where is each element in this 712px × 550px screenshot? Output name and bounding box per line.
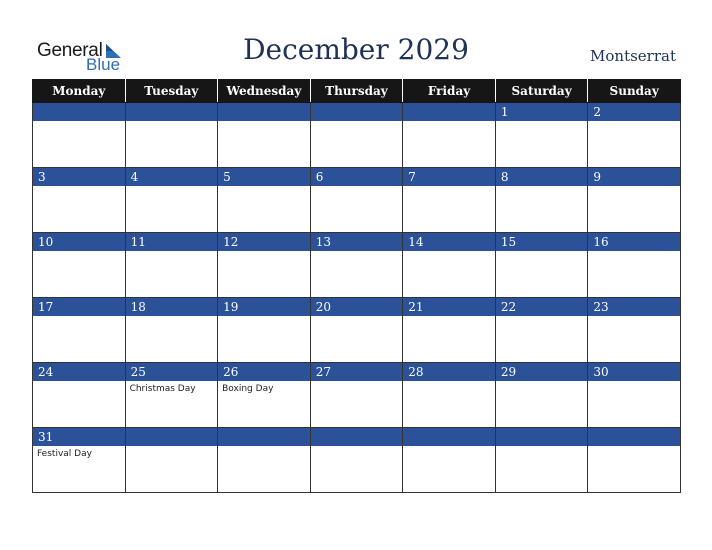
week-row	[33, 428, 681, 493]
day-cell	[495, 168, 588, 233]
day-number	[33, 103, 125, 122]
week-row	[33, 168, 681, 233]
day-number: 23	[588, 298, 680, 317]
weekday-header: Thursday	[310, 80, 403, 103]
holiday-label: Boxing Day	[222, 384, 274, 394]
day-number	[588, 428, 680, 447]
day-cell	[33, 233, 126, 298]
day-cell	[125, 103, 218, 168]
calendar-grid	[32, 79, 681, 493]
weekday-header: Sunday	[588, 80, 681, 103]
day-cell	[33, 103, 126, 168]
day-number: 28	[403, 363, 495, 382]
day-cell	[495, 103, 588, 168]
day-number: 1	[496, 103, 588, 122]
day-number: 14	[403, 233, 495, 252]
week-row	[33, 298, 681, 363]
day-number: 2	[588, 103, 680, 122]
holiday-label	[496, 122, 588, 124]
logo-text-blue: Blue	[86, 55, 121, 74]
holiday-label	[126, 317, 218, 319]
holiday-label	[588, 317, 680, 319]
day-cell	[125, 298, 218, 363]
holiday-label	[403, 317, 495, 319]
holiday-label	[218, 252, 310, 254]
holiday-label	[126, 447, 218, 449]
day-number: 6	[311, 168, 403, 187]
day-cell	[310, 168, 403, 233]
day-cell	[310, 233, 403, 298]
day-number: 12	[218, 233, 310, 252]
logo-text-general: General	[37, 40, 103, 61]
holiday-label: Christmas Day	[129, 384, 196, 394]
day-cell	[218, 233, 311, 298]
holiday-label	[126, 252, 218, 254]
day-number: 31	[33, 428, 125, 447]
country-label: Montserrat	[590, 47, 676, 65]
day-cell	[218, 298, 311, 363]
holiday-label	[403, 382, 495, 384]
week-row	[33, 103, 681, 168]
day-cell	[33, 298, 126, 363]
day-number: 22	[496, 298, 588, 317]
day-number	[496, 428, 588, 447]
holiday-label	[311, 317, 403, 319]
day-number	[311, 103, 403, 122]
day-number: 10	[33, 233, 125, 252]
holiday-label	[218, 447, 310, 449]
day-number: 29	[496, 363, 588, 382]
holiday-label	[218, 122, 310, 124]
day-cell	[125, 168, 218, 233]
holiday-label	[126, 187, 218, 189]
holiday-label	[33, 187, 125, 189]
day-number	[311, 428, 403, 447]
holiday-label	[588, 187, 680, 189]
day-cell	[218, 168, 311, 233]
day-number: 5	[218, 168, 310, 187]
day-cell	[403, 298, 496, 363]
holiday-label	[496, 382, 588, 384]
day-number	[403, 428, 495, 447]
day-number: 25	[126, 363, 218, 382]
day-number: 19	[218, 298, 310, 317]
day-cell	[310, 428, 403, 493]
day-number: 30	[588, 363, 680, 382]
day-number: 15	[496, 233, 588, 252]
holiday-label	[403, 252, 495, 254]
day-cell	[218, 363, 311, 428]
day-number: 18	[126, 298, 218, 317]
day-cell	[588, 103, 681, 168]
day-number: 4	[126, 168, 218, 187]
holiday-label	[218, 187, 310, 189]
day-cell	[495, 363, 588, 428]
day-cell	[403, 428, 496, 493]
holiday-label	[218, 317, 310, 319]
holiday-label	[403, 122, 495, 124]
day-cell	[588, 428, 681, 493]
holiday-label	[403, 187, 495, 189]
day-number: 17	[33, 298, 125, 317]
holiday-label	[33, 382, 125, 384]
day-cell	[33, 428, 126, 493]
weekday-header: Saturday	[495, 80, 588, 103]
week-row	[33, 233, 681, 298]
day-number	[403, 103, 495, 122]
day-number: 20	[311, 298, 403, 317]
day-number: 26	[218, 363, 310, 382]
day-cell	[495, 233, 588, 298]
day-cell	[495, 298, 588, 363]
day-cell	[403, 363, 496, 428]
holiday-label	[496, 447, 588, 449]
day-number: 9	[588, 168, 680, 187]
holiday-label	[33, 317, 125, 319]
day-cell	[125, 428, 218, 493]
holiday-label	[588, 382, 680, 384]
week-row	[33, 363, 681, 428]
holiday-label	[311, 447, 403, 449]
day-cell	[218, 103, 311, 168]
day-cell	[218, 428, 311, 493]
day-number	[126, 428, 218, 447]
day-cell	[33, 363, 126, 428]
weekday-header: Tuesday	[125, 80, 218, 103]
holiday-label: Festival Day	[37, 449, 92, 459]
holiday-label	[33, 122, 125, 124]
weekday-header: Friday	[403, 80, 496, 103]
day-number: 7	[403, 168, 495, 187]
day-cell	[588, 233, 681, 298]
day-number: 3	[33, 168, 125, 187]
day-cell	[495, 428, 588, 493]
weekday-header: Wednesday	[218, 80, 311, 103]
day-cell	[403, 233, 496, 298]
holiday-label	[311, 252, 403, 254]
holiday-label	[496, 252, 588, 254]
holiday-label	[311, 187, 403, 189]
day-cell	[403, 168, 496, 233]
holiday-label	[403, 447, 495, 449]
weekday-header: Monday	[33, 80, 126, 103]
holiday-label	[588, 252, 680, 254]
day-number: 16	[588, 233, 680, 252]
holiday-label	[33, 252, 125, 254]
day-cell	[403, 103, 496, 168]
weekday-header-row	[33, 80, 681, 103]
holiday-label	[311, 382, 403, 384]
day-cell	[588, 168, 681, 233]
day-cell	[310, 103, 403, 168]
holiday-label	[496, 187, 588, 189]
holiday-label	[588, 447, 680, 449]
day-number	[218, 428, 310, 447]
day-cell	[125, 233, 218, 298]
day-number: 11	[126, 233, 218, 252]
day-number	[126, 103, 218, 122]
holiday-label	[311, 122, 403, 124]
day-cell	[125, 363, 218, 428]
day-cell	[588, 363, 681, 428]
page-title: December 2029	[243, 33, 469, 66]
day-cell	[33, 168, 126, 233]
holiday-label	[588, 122, 680, 124]
day-number: 21	[403, 298, 495, 317]
day-number: 27	[311, 363, 403, 382]
day-number: 24	[33, 363, 125, 382]
day-number	[218, 103, 310, 122]
holiday-label	[496, 317, 588, 319]
day-cell	[588, 298, 681, 363]
holiday-label	[126, 122, 218, 124]
day-number: 13	[311, 233, 403, 252]
day-cell	[310, 298, 403, 363]
day-number: 8	[496, 168, 588, 187]
day-cell	[310, 363, 403, 428]
